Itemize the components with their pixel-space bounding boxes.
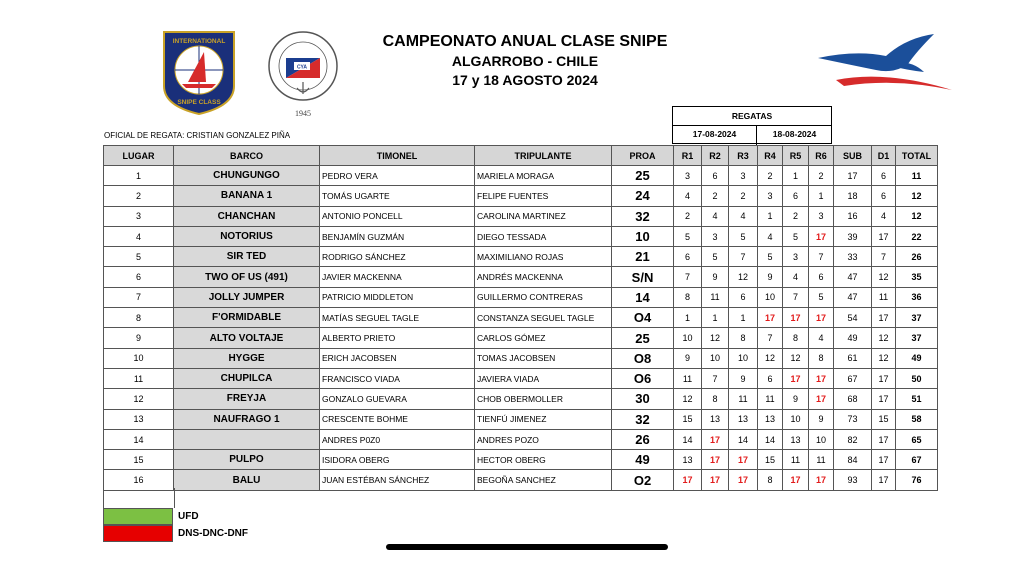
race-6-cell: 10 [809, 429, 834, 449]
race-4-cell: 3 [758, 186, 783, 206]
race-5-cell: 5 [783, 226, 809, 246]
race-5-cell: 2 [783, 206, 809, 226]
sub-cell: 82 [834, 429, 872, 449]
d1-cell: 17 [872, 389, 896, 409]
timonel-cell: FRANCISCO VIADA [320, 368, 475, 388]
tripulante-cell: JAVIERA VIADA [475, 368, 612, 388]
race-2-cell: 13 [702, 409, 729, 429]
race-4-cell: 15 [758, 450, 783, 470]
race-3-cell: 17 [729, 450, 758, 470]
legend-spacer [103, 488, 175, 508]
table-row [104, 247, 938, 267]
d1-cell: 17 [872, 226, 896, 246]
column-header-r6: R6 [809, 146, 834, 166]
timonel-cell: GONZALO GUEVARA [320, 389, 475, 409]
race-5-cell: 17 [783, 368, 809, 388]
tripulante-cell: MARIELA MORAGA [475, 166, 612, 186]
column-header-total: TOTAL [896, 146, 938, 166]
barco-cell: JOLLY JUMPER [174, 287, 320, 307]
race-5-cell: 1 [783, 166, 809, 186]
proa-cell: 32 [612, 409, 674, 429]
race-3-cell: 11 [729, 389, 758, 409]
race-3-cell: 1 [729, 308, 758, 328]
race-1-cell: 12 [674, 389, 702, 409]
tripulante-cell: TIENFÚ JIMENEZ [475, 409, 612, 429]
race-officer-label: OFICIAL DE REGATA: CRISTIAN GONZALEZ PIÑA [104, 131, 291, 140]
column-header-timonel: TIMONEL [320, 146, 475, 166]
race-1-cell: 1 [674, 308, 702, 328]
race-2-cell: 10 [702, 348, 729, 368]
race-1-cell: 17 [674, 470, 702, 490]
column-header-d1: D1 [872, 146, 896, 166]
sub-cell: 49 [834, 328, 872, 348]
table-row [104, 328, 938, 348]
timonel-cell: ANTONIO PONCELL [320, 206, 475, 226]
timonel-cell: PATRICIO MIDDLETON [320, 287, 475, 307]
lugar-cell: 1 [104, 166, 174, 186]
regatas-date-2: 18-08-2024 [772, 129, 817, 139]
race-3-cell: 8 [729, 328, 758, 348]
timonel-cell: ERICH JACOBSEN [320, 348, 475, 368]
proa-cell: 14 [612, 287, 674, 307]
race-3-cell: 14 [729, 429, 758, 449]
timonel-cell: MATÍAS SEGUEL TAGLE [320, 308, 475, 328]
race-4-cell: 2 [758, 166, 783, 186]
legend-ufd-swatch [103, 508, 173, 525]
lugar-cell: 9 [104, 328, 174, 348]
barco-cell: NOTORIUS [174, 226, 320, 246]
column-header-r1: R1 [674, 146, 702, 166]
lugar-cell: 6 [104, 267, 174, 287]
total-cell: 26 [896, 247, 938, 267]
barco-cell: ALTO VOLTAJE [174, 328, 320, 348]
race-1-cell: 11 [674, 368, 702, 388]
table-row [104, 348, 938, 368]
total-cell: 11 [896, 166, 938, 186]
sub-cell: 61 [834, 348, 872, 368]
dates-title: 17 y 18 AGOSTO 2024 [452, 72, 598, 88]
race-6-cell: 9 [809, 409, 834, 429]
column-header-sub: SUB [834, 146, 872, 166]
barco-cell: TWO OF US (491) [174, 267, 320, 287]
tripulante-cell: ANDRÉS MACKENNA [475, 267, 612, 287]
race-5-cell: 3 [783, 247, 809, 267]
proa-cell: S/N [612, 267, 674, 287]
race-2-cell: 17 [702, 429, 729, 449]
race-2-cell: 9 [702, 267, 729, 287]
tripulante-cell: CONSTANZA SEGUEL TAGLE [475, 308, 612, 328]
proa-cell: O2 [612, 470, 674, 490]
sub-cell: 93 [834, 470, 872, 490]
proa-cell: 49 [612, 450, 674, 470]
race-3-cell: 3 [729, 166, 758, 186]
barco-cell: HYGGE [174, 348, 320, 368]
race-6-cell: 17 [809, 470, 834, 490]
race-6-cell: 8 [809, 348, 834, 368]
table-row [104, 166, 938, 186]
legend-ufd-label: UFD [178, 511, 199, 522]
race-3-cell: 17 [729, 470, 758, 490]
race-4-cell: 11 [758, 389, 783, 409]
proa-cell: 10 [612, 226, 674, 246]
race-2-cell: 8 [702, 389, 729, 409]
tripulante-cell: BEGOÑA SANCHEZ [475, 470, 612, 490]
table-row [104, 267, 938, 287]
total-cell: 35 [896, 267, 938, 287]
race-4-cell: 12 [758, 348, 783, 368]
race-2-cell: 17 [702, 450, 729, 470]
race-5-cell: 7 [783, 287, 809, 307]
race-3-cell: 2 [729, 186, 758, 206]
column-header-r2: R2 [702, 146, 729, 166]
race-4-cell: 7 [758, 328, 783, 348]
sub-cell: 33 [834, 247, 872, 267]
location-title: ALGARROBO - CHILE [451, 53, 599, 69]
race-1-cell: 2 [674, 206, 702, 226]
race-5-cell: 10 [783, 409, 809, 429]
race-3-cell: 10 [729, 348, 758, 368]
d1-cell: 12 [872, 348, 896, 368]
barco-cell: FREYJA [174, 389, 320, 409]
race-1-cell: 5 [674, 226, 702, 246]
lugar-cell: 13 [104, 409, 174, 429]
sub-cell: 68 [834, 389, 872, 409]
table-row [104, 389, 938, 409]
race-3-cell: 9 [729, 368, 758, 388]
isc-logo-bottom-text: SNIPE CLASS [177, 99, 221, 106]
total-cell: 76 [896, 470, 938, 490]
home-indicator[interactable] [386, 544, 668, 550]
table-row [104, 429, 938, 449]
race-4-cell: 1 [758, 206, 783, 226]
race-1-cell: 4 [674, 186, 702, 206]
total-cell: 67 [896, 450, 938, 470]
lugar-cell: 11 [104, 368, 174, 388]
tripulante-cell: CARLOS GÓMEZ [475, 328, 612, 348]
lugar-cell: 7 [104, 287, 174, 307]
proa-cell: 30 [612, 389, 674, 409]
race-1-cell: 13 [674, 450, 702, 470]
race-6-cell: 2 [809, 166, 834, 186]
race-2-cell: 17 [702, 470, 729, 490]
tripulante-cell: DIEGO TESSADA [475, 226, 612, 246]
race-6-cell: 11 [809, 450, 834, 470]
barco-cell: PULPO [174, 450, 320, 470]
sub-cell: 39 [834, 226, 872, 246]
total-cell: 12 [896, 206, 938, 226]
race-5-cell: 6 [783, 186, 809, 206]
proa-cell: 24 [612, 186, 674, 206]
legend-dns-label: DNS-DNC-DNF [178, 528, 248, 539]
barco-cell: CHUNGUNGO [174, 166, 320, 186]
race-2-cell: 12 [702, 328, 729, 348]
race-6-cell: 7 [809, 247, 834, 267]
race-5-cell: 4 [783, 267, 809, 287]
d1-cell: 6 [872, 186, 896, 206]
proa-cell: 32 [612, 206, 674, 226]
tripulante-cell: ANDRES POZO [475, 429, 612, 449]
race-6-cell: 1 [809, 186, 834, 206]
race-4-cell: 4 [758, 226, 783, 246]
cya-badge-text: CYA [296, 64, 308, 71]
race-4-cell: 9 [758, 267, 783, 287]
race-1-cell: 3 [674, 166, 702, 186]
d1-cell: 11 [872, 287, 896, 307]
race-3-cell: 5 [729, 226, 758, 246]
barco-cell: NAUFRAGO 1 [174, 409, 320, 429]
timonel-cell: JAVIER MACKENNA [320, 267, 475, 287]
column-header-r3: R3 [729, 146, 758, 166]
regatas-divider [673, 125, 831, 126]
barco-cell: SIR TED [174, 247, 320, 267]
lugar-cell: 10 [104, 348, 174, 368]
tripulante-cell: TOMAS JACOBSEN [475, 348, 612, 368]
sub-cell: 54 [834, 308, 872, 328]
sub-cell: 47 [834, 287, 872, 307]
timonel-cell: CRESCENTE BOHME [320, 409, 475, 429]
race-5-cell: 11 [783, 450, 809, 470]
tripulante-cell: CHOB OBERMOLLER [475, 389, 612, 409]
total-cell: 37 [896, 308, 938, 328]
tripulante-cell: HECTOR OBERG [475, 450, 612, 470]
regatas-label: REGATAS [731, 111, 773, 121]
table-row [104, 308, 938, 328]
race-5-cell: 17 [783, 470, 809, 490]
proa-cell: 26 [612, 429, 674, 449]
lugar-cell: 3 [104, 206, 174, 226]
race-5-cell: 17 [783, 308, 809, 328]
timonel-cell: ALBERTO PRIETO [320, 328, 475, 348]
d1-cell: 6 [872, 166, 896, 186]
lugar-cell: 5 [104, 247, 174, 267]
d1-cell: 15 [872, 409, 896, 429]
tripulante-cell: GUILLERMO CONTRERAS [475, 287, 612, 307]
proa-cell: 21 [612, 247, 674, 267]
regatas-header [672, 106, 832, 144]
tripulante-cell: FELIPE FUENTES [475, 186, 612, 206]
column-header-lugar: LUGAR [104, 146, 174, 166]
sub-cell: 67 [834, 368, 872, 388]
race-4-cell: 13 [758, 409, 783, 429]
lugar-cell: 8 [104, 308, 174, 328]
race-1-cell: 9 [674, 348, 702, 368]
race-4-cell: 14 [758, 429, 783, 449]
column-header-r5: R5 [783, 146, 809, 166]
race-5-cell: 13 [783, 429, 809, 449]
race-5-cell: 12 [783, 348, 809, 368]
race-2-cell: 7 [702, 368, 729, 388]
tripulante-cell: MAXIMILIANO ROJAS [475, 247, 612, 267]
table-row [104, 450, 938, 470]
championship-title: CAMPEONATO ANUAL CLASE SNIPE [382, 33, 668, 50]
d1-cell: 12 [872, 328, 896, 348]
race-6-cell: 17 [809, 389, 834, 409]
sub-cell: 16 [834, 206, 872, 226]
race-5-cell: 9 [783, 389, 809, 409]
timonel-cell: TOMÁS UGARTE [320, 186, 475, 206]
total-cell: 37 [896, 328, 938, 348]
table-header-row [104, 146, 938, 166]
column-header-tripulante: TRIPULANTE [475, 146, 612, 166]
results-table [103, 145, 938, 491]
sub-cell: 18 [834, 186, 872, 206]
table-row [104, 409, 938, 429]
barco-cell: F'ORMIDABLE [174, 308, 320, 328]
column-header-r4: R4 [758, 146, 783, 166]
race-4-cell: 5 [758, 247, 783, 267]
race-4-cell: 10 [758, 287, 783, 307]
total-cell: 58 [896, 409, 938, 429]
race-6-cell: 3 [809, 206, 834, 226]
d1-cell: 12 [872, 267, 896, 287]
race-6-cell: 17 [809, 368, 834, 388]
tripulante-cell: CAROLINA MARTINEZ [475, 206, 612, 226]
race-5-cell: 8 [783, 328, 809, 348]
race-3-cell: 7 [729, 247, 758, 267]
total-cell: 12 [896, 186, 938, 206]
race-2-cell: 6 [702, 166, 729, 186]
barco-cell: CHUPILCA [174, 368, 320, 388]
d1-cell: 17 [872, 470, 896, 490]
d1-cell: 17 [872, 450, 896, 470]
lugar-cell: 2 [104, 186, 174, 206]
lugar-cell: 16 [104, 470, 174, 490]
sub-cell: 84 [834, 450, 872, 470]
table-row [104, 470, 938, 490]
race-2-cell: 11 [702, 287, 729, 307]
d1-cell: 4 [872, 206, 896, 226]
table-row [104, 226, 938, 246]
race-2-cell: 1 [702, 308, 729, 328]
timonel-cell: BENJAMÍN GUZMÁN [320, 226, 475, 246]
total-cell: 36 [896, 287, 938, 307]
race-2-cell: 5 [702, 247, 729, 267]
lugar-cell: 4 [104, 226, 174, 246]
race-3-cell: 13 [729, 409, 758, 429]
total-cell: 22 [896, 226, 938, 246]
d1-cell: 17 [872, 308, 896, 328]
timonel-cell: RODRIGO SÁNCHEZ [320, 247, 475, 267]
lugar-cell: 14 [104, 429, 174, 449]
total-cell: 49 [896, 348, 938, 368]
proa-cell: 25 [612, 166, 674, 186]
isc-logo-top-text: INTERNATIONAL [172, 38, 226, 45]
total-cell: 51 [896, 389, 938, 409]
barco-cell: BANANA 1 [174, 186, 320, 206]
total-cell: 50 [896, 368, 938, 388]
race-4-cell: 8 [758, 470, 783, 490]
d1-cell: 17 [872, 368, 896, 388]
table-row [104, 368, 938, 388]
column-header-proa: PROA [612, 146, 674, 166]
race-3-cell: 6 [729, 287, 758, 307]
timonel-cell: PEDRO VERA [320, 166, 475, 186]
barco-cell [174, 429, 320, 449]
sub-cell: 47 [834, 267, 872, 287]
race-2-cell: 2 [702, 186, 729, 206]
international-snipe-class-logo [160, 30, 238, 116]
total-cell: 65 [896, 429, 938, 449]
bird-logo [816, 30, 956, 100]
regatas-date-1: 17-08-2024 [692, 129, 737, 139]
proa-cell: O8 [612, 348, 674, 368]
proa-cell: O4 [612, 308, 674, 328]
column-header-barco: BARCO [174, 146, 320, 166]
timonel-cell: JUAN ESTÉBAN SÁNCHEZ [320, 470, 475, 490]
race-1-cell: 8 [674, 287, 702, 307]
race-2-cell: 4 [702, 206, 729, 226]
race-6-cell: 17 [809, 226, 834, 246]
race-4-cell: 6 [758, 368, 783, 388]
race-6-cell: 6 [809, 267, 834, 287]
race-1-cell: 7 [674, 267, 702, 287]
race-1-cell: 15 [674, 409, 702, 429]
cya-year-text: 1945 [295, 109, 311, 118]
lugar-cell: 15 [104, 450, 174, 470]
race-4-cell: 17 [758, 308, 783, 328]
table-row [104, 186, 938, 206]
timonel-cell: ISIDORA OBERG [320, 450, 475, 470]
d1-cell: 7 [872, 247, 896, 267]
legend-dns-swatch [103, 525, 173, 542]
race-6-cell: 4 [809, 328, 834, 348]
race-1-cell: 6 [674, 247, 702, 267]
race-2-cell: 3 [702, 226, 729, 246]
race-1-cell: 10 [674, 328, 702, 348]
sub-cell: 73 [834, 409, 872, 429]
timonel-cell: ANDRES P0Z0 [320, 429, 475, 449]
proa-cell: 25 [612, 328, 674, 348]
barco-cell: BALU [174, 470, 320, 490]
race-3-cell: 4 [729, 206, 758, 226]
sub-cell: 17 [834, 166, 872, 186]
race-3-cell: 12 [729, 267, 758, 287]
race-6-cell: 17 [809, 308, 834, 328]
barco-cell: CHANCHAN [174, 206, 320, 226]
race-6-cell: 5 [809, 287, 834, 307]
d1-cell: 17 [872, 429, 896, 449]
table-row [104, 287, 938, 307]
table-row [104, 206, 938, 226]
proa-cell: O6 [612, 368, 674, 388]
lugar-cell: 12 [104, 389, 174, 409]
race-1-cell: 14 [674, 429, 702, 449]
